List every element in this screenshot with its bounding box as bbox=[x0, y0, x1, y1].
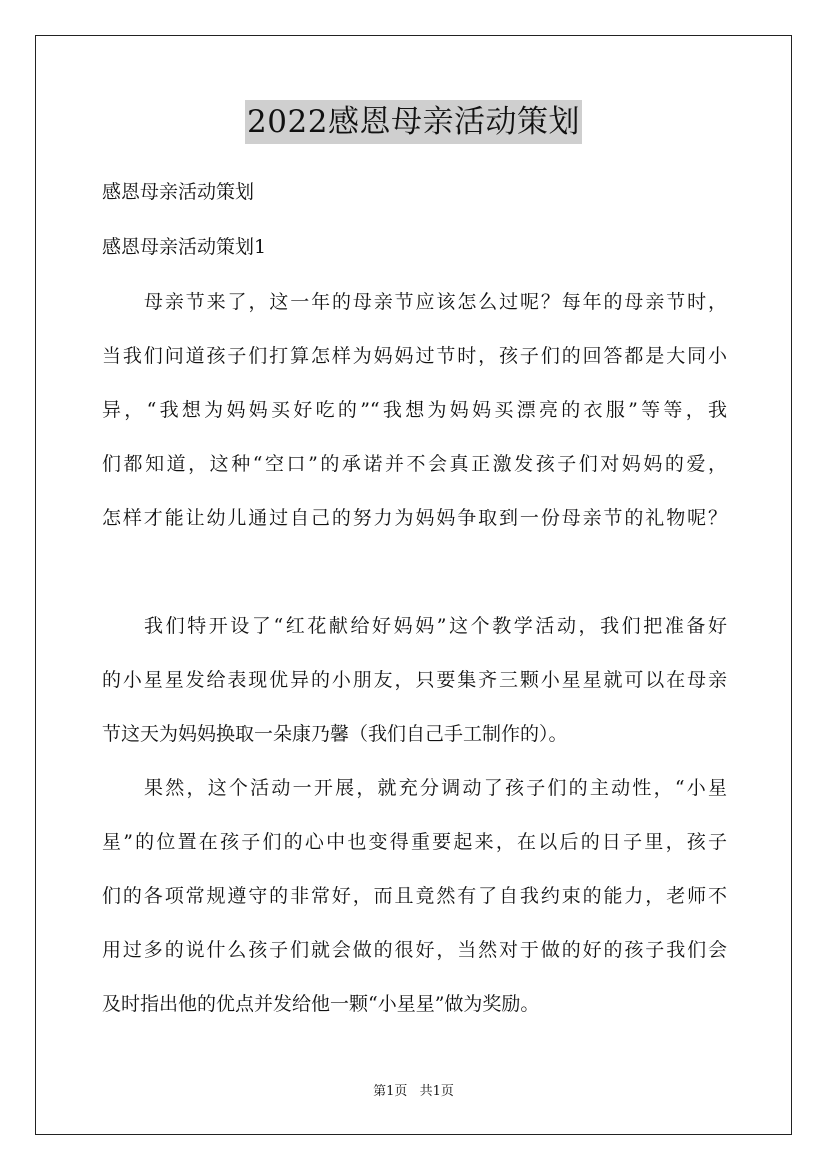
paragraph-1-line-5: 怎样才能让幼儿通过自己的努力为妈妈争取到一份母亲节的礼物呢？ bbox=[102, 507, 727, 529]
paragraph-1-line-4: 们都知道，这种“空口”的承诺并不会真正激发孩子们对妈妈的爱， bbox=[102, 453, 727, 475]
paragraph-2-line-1: 我们特开设了“红花献给好妈妈”这个教学活动，我们把准备好 bbox=[144, 615, 727, 637]
section-heading: 感恩母亲活动策划1 bbox=[102, 236, 267, 258]
paragraph-3-line-4: 用过多的说什么孩子们就会做的很好，当然对于做的好的孩子我们会 bbox=[102, 939, 727, 961]
paragraph-3-line-2: 星”的位置在孩子们的心中也变得重要起来，在以后的日子里，孩子 bbox=[102, 831, 727, 853]
paragraph-1-line-1: 母亲节来了，这一年的母亲节应该怎么过呢？每年的母亲节时， bbox=[144, 291, 727, 313]
page-footer bbox=[0, 1084, 827, 1100]
paragraph-1-line-3: 异，“我想为妈妈买好吃的”“我想为妈妈买漂亮的衣服”等等，我 bbox=[102, 399, 727, 421]
paragraph-3-line-3: 们的各项常规遵守的非常好，而且竟然有了自我约束的能力，老师不 bbox=[102, 885, 727, 907]
document-title-block bbox=[0, 100, 827, 144]
document-title: 2022感恩母亲活动策划 bbox=[245, 100, 582, 144]
page-total: 共1页 bbox=[419, 1084, 454, 1099]
document-subtitle: 感恩母亲活动策划 bbox=[102, 181, 255, 203]
paragraph-3-line-1: 果然，这个活动一开展，就充分调动了孩子们的主动性，“小星 bbox=[144, 777, 727, 799]
paragraph-2-line-3: 节这天为妈妈换取一朵康乃馨（我们自己手工制作的）。 bbox=[102, 723, 568, 745]
paragraph-2-line-2: 的小星星发给表现优异的小朋友，只要集齐三颗小星星就可以在母亲 bbox=[102, 669, 727, 691]
paragraph-1-line-2: 当我们问道孩子们打算怎样为妈妈过节时，孩子们的回答都是大同小 bbox=[102, 345, 727, 367]
paragraph-3-line-5: 及时指出他的优点并发给他一颗“小星星”做为奖励。 bbox=[102, 993, 540, 1015]
page-number: 第1页 bbox=[373, 1084, 408, 1099]
